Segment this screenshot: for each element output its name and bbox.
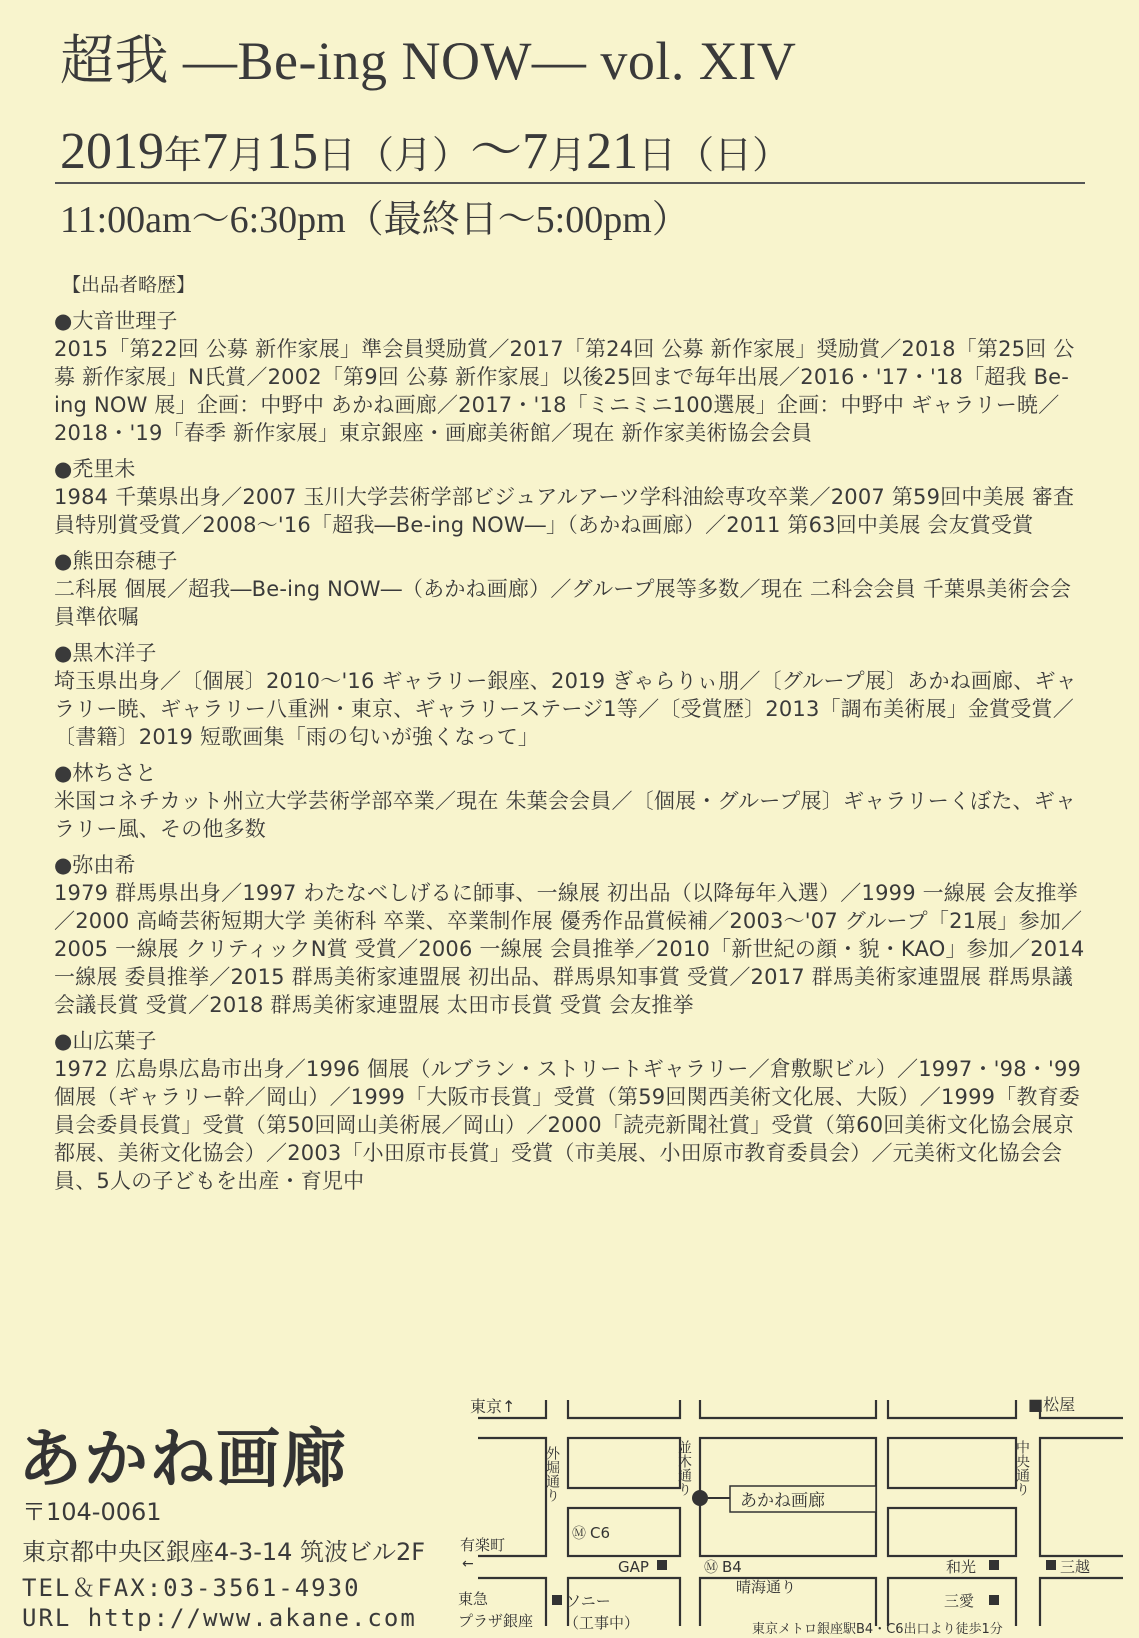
building-square-icon: [1046, 1560, 1056, 1570]
exhibition-title: 超我 ―Be-ing NOW― vol. XIV: [60, 31, 797, 91]
artist-name: ●山広葉子: [54, 1029, 157, 1053]
map-label-sanai: 三愛: [944, 1592, 975, 1610]
building-square-icon: [552, 1595, 562, 1605]
map-label-chuo: 中央通り: [1014, 1440, 1030, 1496]
artist-career: 1984 千葉県出身／2007 玉川大学芸術学部ビジュアルアーツ学科油絵専攻卒業／2007 第59回中美展 審査員特別賞受賞／2008～'16「超我―Be-ing NOW―」（あかね画廊）／2011 第63回中美展 会友賞受賞: [54, 485, 1075, 537]
artist-name: ●大音世理子: [54, 309, 178, 333]
building-square-icon: [989, 1560, 999, 1570]
artist-name: ●弥由希: [54, 853, 136, 877]
artist-career: 2015「第22回 公募 新作家展」準会員奨励賞／2017「第24回 公募 新作家展」奨励賞／2018「第25回 公募 新作家展」N氏賞／2002「第9回 公募 新作家展」以後25回まで毎年出展／2016・'17・'18「超我 Be-ing NOW 展」企画：中野中 あかね画廊／2017・'18「ミニミニ100選展」企画：中野中 ギャラリー暁／2018・'19「春季 新作家展」東京銀座・画廊美術館／現在 新作家美術協会会員: [54, 337, 1075, 445]
map-label-tokyo: 東京↑: [470, 1397, 516, 1416]
map-label-wako: 和光: [946, 1558, 977, 1576]
artist-bio: [54, 759, 1089, 843]
map-label-b4: B4: [722, 1558, 742, 1576]
map-label-sotobori: 外堀通り: [544, 1446, 560, 1502]
map-label-gap: GAP: [618, 1558, 649, 1576]
artist-bio: [54, 851, 1089, 1019]
metro-icon: Ⓜ: [704, 1560, 718, 1576]
gallery-phone: TEL＆FAX:03-3561-4930: [22, 1574, 361, 1602]
artist-career: 1979 群馬県出身／1997 わたなべしげるに師事、一線展 初出品（以降毎年入選）／1999 一線展 会友推挙／2000 高崎芸術短期大学 美術科 卒業、卒業制作展 優秀作品賞候補／2003～'07 グループ「21展」参加／2005 一線展 クリティックN賞 受賞／2006 一線展 会員推挙／2010「新世紀の顔・貌・KAO」参加／2014 一線展 委員推挙／2015 群馬美術家連盟展 初出品、群馬県知事賞 受賞／2017 群馬美術家連盟展 群馬県議会議長賞 受賞／2018 群馬美術家連盟展 太田市長賞 受賞 会友推挙: [54, 881, 1085, 1017]
artist-bio-list: [54, 307, 1089, 1203]
artist-bio: [54, 455, 1089, 539]
map-label-mitsukoshi: 三越: [1060, 1558, 1091, 1576]
artist-bio: [54, 307, 1089, 447]
building-square-icon: [657, 1560, 667, 1570]
map-label-gallery: あかね画廊: [740, 1491, 825, 1511]
artist-career: 二科展 個展／超我―Be-ing NOW―（あかね画廊）／グループ展等多数／現在 二科会会員 千葉県美術会会員準依嘱: [54, 577, 1072, 629]
artist-bio: [54, 639, 1089, 751]
map-label-matsuya: ■松屋: [1028, 1395, 1076, 1414]
map-label-namiki: 並木通り: [676, 1440, 692, 1496]
map-label-c6: C6: [590, 1524, 611, 1542]
exhibition-hours: 11:00am～6:30pm（最終日～5:00pm）: [60, 199, 690, 241]
gallery-logo: あかね画廊: [18, 1423, 348, 1497]
artist-name: ●熊田奈穂子: [54, 549, 178, 573]
metro-icon: Ⓜ: [572, 1526, 586, 1542]
access-map: [458, 1390, 1130, 1637]
map-label-sony: ソニー: [566, 1592, 611, 1610]
artist-bio: [54, 1027, 1089, 1195]
gallery-address: 東京都中央区銀座4-3-14 筑波ビル2F: [22, 1538, 426, 1566]
map-label-plaza: プラザ銀座: [458, 1612, 534, 1630]
map-label-tokyu: 東急: [458, 1590, 489, 1608]
section-title: 【出品者略歴】: [62, 274, 196, 296]
gallery-location-marker: [692, 1490, 708, 1506]
map-metro-note: 東京メトロ銀座駅B4・C6出口より徒歩1分: [752, 1622, 1003, 1637]
artist-career: 米国コネチカット州立大学芸術学部卒業／現在 朱葉会会員／〔個展・グループ展〕ギャラリーくぼた、ギャラリー風、その他多数: [54, 789, 1077, 841]
artist-bio: [54, 547, 1089, 631]
artist-career: 1972 広島県広島市出身／1996 個展（ルブラン・ストリートギャラリー／倉敷駅ビル）／1997・'98・'99 個展（ギャラリー幹／岡山）／1999「大阪市長賞」受賞（第59回関西美術文化展、大阪）／1999「教育委員会委員長賞」受賞（第50回岡山美術展／岡山）／2000「読売新聞社賞」受賞（第60回美術文化協会展京都展、美術文化協会）／2003「小田原市長賞」受賞（市美展、小田原市教育委員会）／元美術文化協会会員、5人の子どもを出産・育児中: [54, 1057, 1082, 1193]
artist-career: 埼玉県出身／〔個展〕2010～'16 ギャラリー銀座、2019 ぎゃらりぃ朋／〔グループ展〕あかね画廊、ギャラリー暁、ギャラリー八重洲・東京、ギャラリーステージ1等／〔受賞歴〕2013「調布美術展」金賞受賞／〔書籍〕2019 短歌画集「雨の匂いが強くなって」: [54, 669, 1077, 749]
artist-name: ●禿里未: [54, 457, 136, 481]
postal-code: 〒104-0061: [22, 1498, 162, 1526]
gallery-url[interactable]: URL http://www.akane.com: [22, 1604, 417, 1632]
header-divider: [55, 182, 1085, 184]
map-label-koji: （工事中）: [564, 1614, 640, 1632]
left-arrow-icon: ←: [462, 1556, 474, 1572]
exhibition-dates: 2019年7月15日（月）～7月21日（日）: [60, 123, 791, 180]
map-label-harumi: 晴海通り: [736, 1578, 797, 1596]
artist-name: ●黒木洋子: [54, 641, 157, 665]
building-square-icon: [989, 1595, 999, 1605]
map-label-yurakucho: 有楽町: [460, 1536, 506, 1554]
artist-name: ●林ちさと: [54, 761, 157, 785]
